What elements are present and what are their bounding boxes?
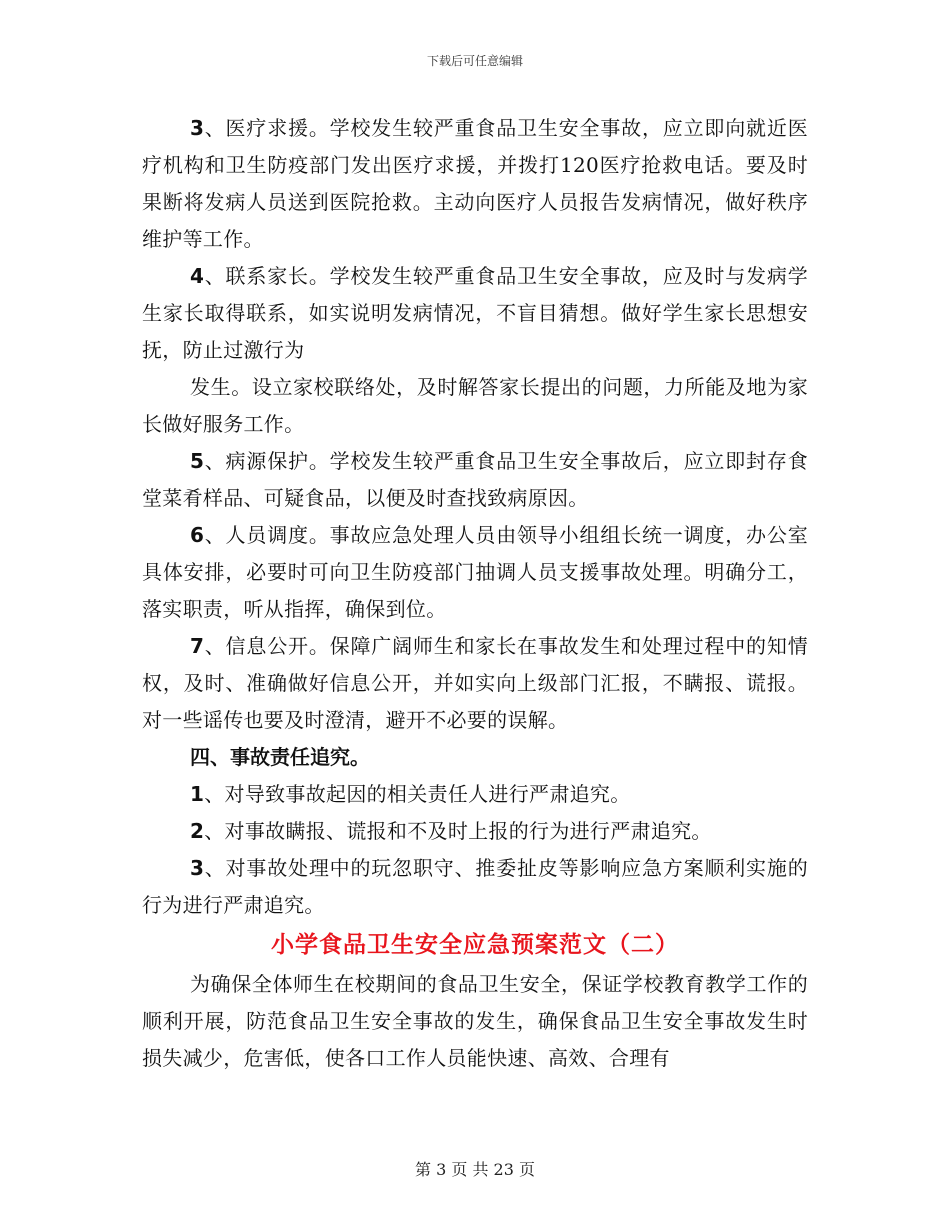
- paragraph-text: 、联系家长。学校发生较严重食品卫生安全事故，应及时与发病学生家长取得联系，如实说明发病情况，不盲目猜想。做好学生家长思想安抚，防止过激行为: [142, 264, 808, 362]
- accountability-item: [142, 776, 808, 813]
- item-number: 5: [190, 449, 205, 473]
- item-number: 7: [190, 634, 205, 658]
- paragraph-info-disclosure: [142, 628, 808, 739]
- paragraph-contact-parents-cont: [142, 369, 808, 443]
- item-number: 3: [190, 856, 205, 880]
- paragraph-source-protection: [142, 443, 808, 517]
- item-number: 6: [190, 523, 205, 547]
- paragraph-text: 、对事故处理中的玩忽职守、推委扯皮等影响应急方案顺利实施的行为进行严肃追究。: [142, 856, 808, 917]
- paragraph-text: 、病源保护。学校发生较严重食品卫生安全事故后，应立即封存食堂菜肴样品、可疑食品，以便及时查找致病原因。: [142, 449, 808, 510]
- page-footer: 第 3 页 共 23 页: [415, 1160, 535, 1179]
- document-body: [142, 110, 808, 1077]
- paragraph-contact-parents: [142, 258, 808, 369]
- item-number: 4: [190, 264, 205, 288]
- section-intro: 为确保全体师生在校期间的食品卫生安全，保证学校教育教学工作的顺利开展，防范食品卫生安全事故的发生，确保食品卫生安全事故发生时损失减少，危害低，使各口工作人员能快速、高效、合理有: [142, 972, 808, 1070]
- section-four-heading: 四、事故责任追究。: [190, 745, 370, 769]
- paragraph-text: 、对事故瞒报、谎报和不及时上报的行为进行严肃追究。: [204, 819, 712, 843]
- paragraph-staff-dispatch: [142, 517, 808, 628]
- paragraph-text: 、信息公开。保障广阔师生和家长在事故发生和处理过程中的知情权，及时、准确做好信息公开，并如实向上级部门汇报，不瞒报、谎报。对一些谣传也要及时澄清，避开不必要的误解。: [142, 634, 808, 732]
- item-number: 3: [190, 116, 205, 140]
- item-number: 2: [190, 819, 205, 843]
- paragraph-medical-aid: [142, 110, 808, 258]
- accountability-item: [142, 850, 808, 924]
- accountability-item: [142, 813, 808, 850]
- item-number: 1: [190, 782, 205, 806]
- page-header: 下载后可任意编辑: [426, 54, 523, 68]
- paragraph-text: 、医疗求援。学校发生较严重食品卫生安全事故，应立即向就近医疗机构和卫生防疫部门发出医疗求援，并拨打120医疗抢救电话。要及时果断将发病人员送到医院抢救。主动向医疗人员报告发病情况，做好秩序维护等工作。: [142, 116, 808, 251]
- paragraph-text: 发生。设立家校联络处，及时解答家长提出的问题，力所能及地为家长做好服务工作。: [142, 375, 808, 436]
- paragraph-text: 、人员调度。事故应急处理人员由领导小组组长统一调度，办公室具体安排，必要时可向卫生防疫部门抽调人员支援事故处理。明确分工，落实职责，听从指挥，确保到位。: [142, 523, 808, 621]
- section-title: 小学食品卫生安全应急预案范文（二）: [271, 932, 679, 958]
- paragraph-text: 、对导致事故起因的相关责任人进行严肃追究。: [204, 782, 631, 806]
